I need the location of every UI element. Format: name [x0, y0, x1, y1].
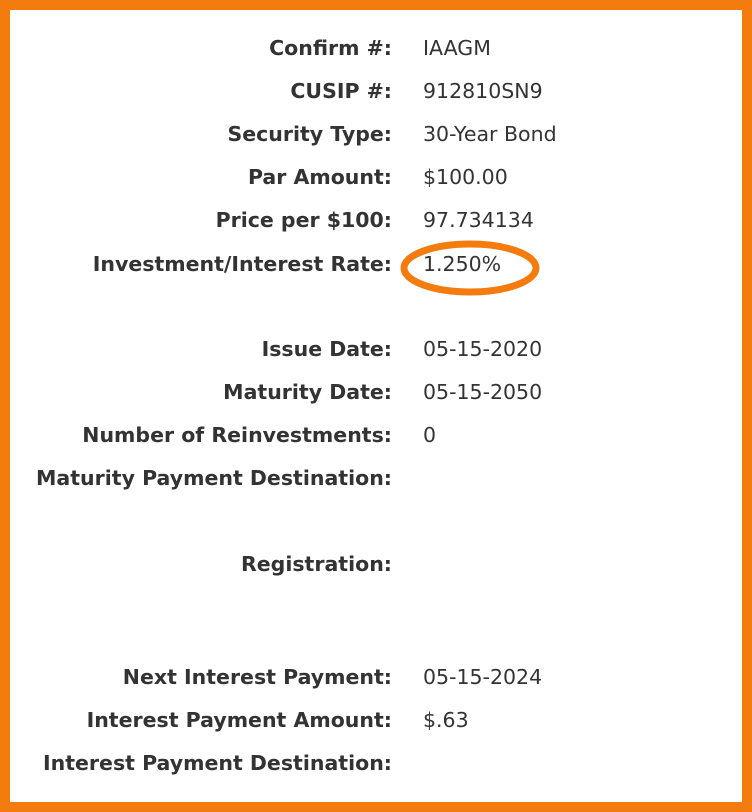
interest-amount-value: $.63: [423, 708, 469, 732]
security-type-label: Security Type:: [227, 122, 392, 146]
detail-row-issue-date: [0, 334, 752, 364]
par-amount-value: $100.00: [423, 165, 508, 189]
detail-row-interest-amount: [0, 705, 752, 735]
cusip-value: 912810SN9: [423, 79, 543, 103]
detail-row-maturity-destination: [0, 463, 752, 493]
reinvestments-value: 0: [423, 423, 437, 447]
registration-label: Registration:: [240, 552, 392, 576]
interest-rate-label: Investment/Interest Rate:: [92, 252, 392, 276]
maturity-date-value: 05-15-2050: [423, 380, 543, 404]
maturity-destination-label: Maturity Payment Destination:: [36, 466, 392, 490]
detail-row-registration: [0, 549, 752, 579]
detail-row-price: [0, 205, 752, 235]
next-interest-value: 05-15-2024: [423, 665, 543, 689]
detail-row-interest-destination: [0, 748, 752, 778]
detail-row-cusip: [0, 76, 752, 106]
cusip-label: CUSIP #:: [290, 79, 392, 103]
detail-row-interest-rate: [0, 249, 752, 279]
reinvestments-label: Number of Reinvestments:: [82, 423, 392, 447]
interest-amount-label: Interest Payment Amount:: [86, 708, 392, 732]
detail-row-security-type: [0, 119, 752, 149]
price-label: Price per $100:: [215, 208, 392, 232]
next-interest-label: Next Interest Payment:: [122, 665, 392, 689]
detail-row-confirm: [0, 33, 752, 63]
interest-rate-value: 1.250%: [423, 252, 502, 276]
detail-row-next-interest: [0, 662, 752, 692]
interest-destination-label: Interest Payment Destination:: [43, 751, 392, 775]
detail-row-maturity-date: [0, 377, 752, 407]
confirm-value: IAAGM: [423, 36, 491, 60]
maturity-date-label: Maturity Date:: [223, 380, 392, 404]
detail-row-reinvestments: [0, 420, 752, 450]
detail-row-par-amount: [0, 162, 752, 192]
security-type-value: 30-Year Bond: [423, 122, 557, 146]
issue-date-value: 05-15-2020: [423, 337, 543, 361]
price-value: 97.734134: [423, 208, 534, 232]
confirm-label: Confirm #:: [269, 36, 392, 60]
issue-date-label: Issue Date:: [261, 337, 392, 361]
par-amount-label: Par Amount:: [247, 165, 392, 189]
